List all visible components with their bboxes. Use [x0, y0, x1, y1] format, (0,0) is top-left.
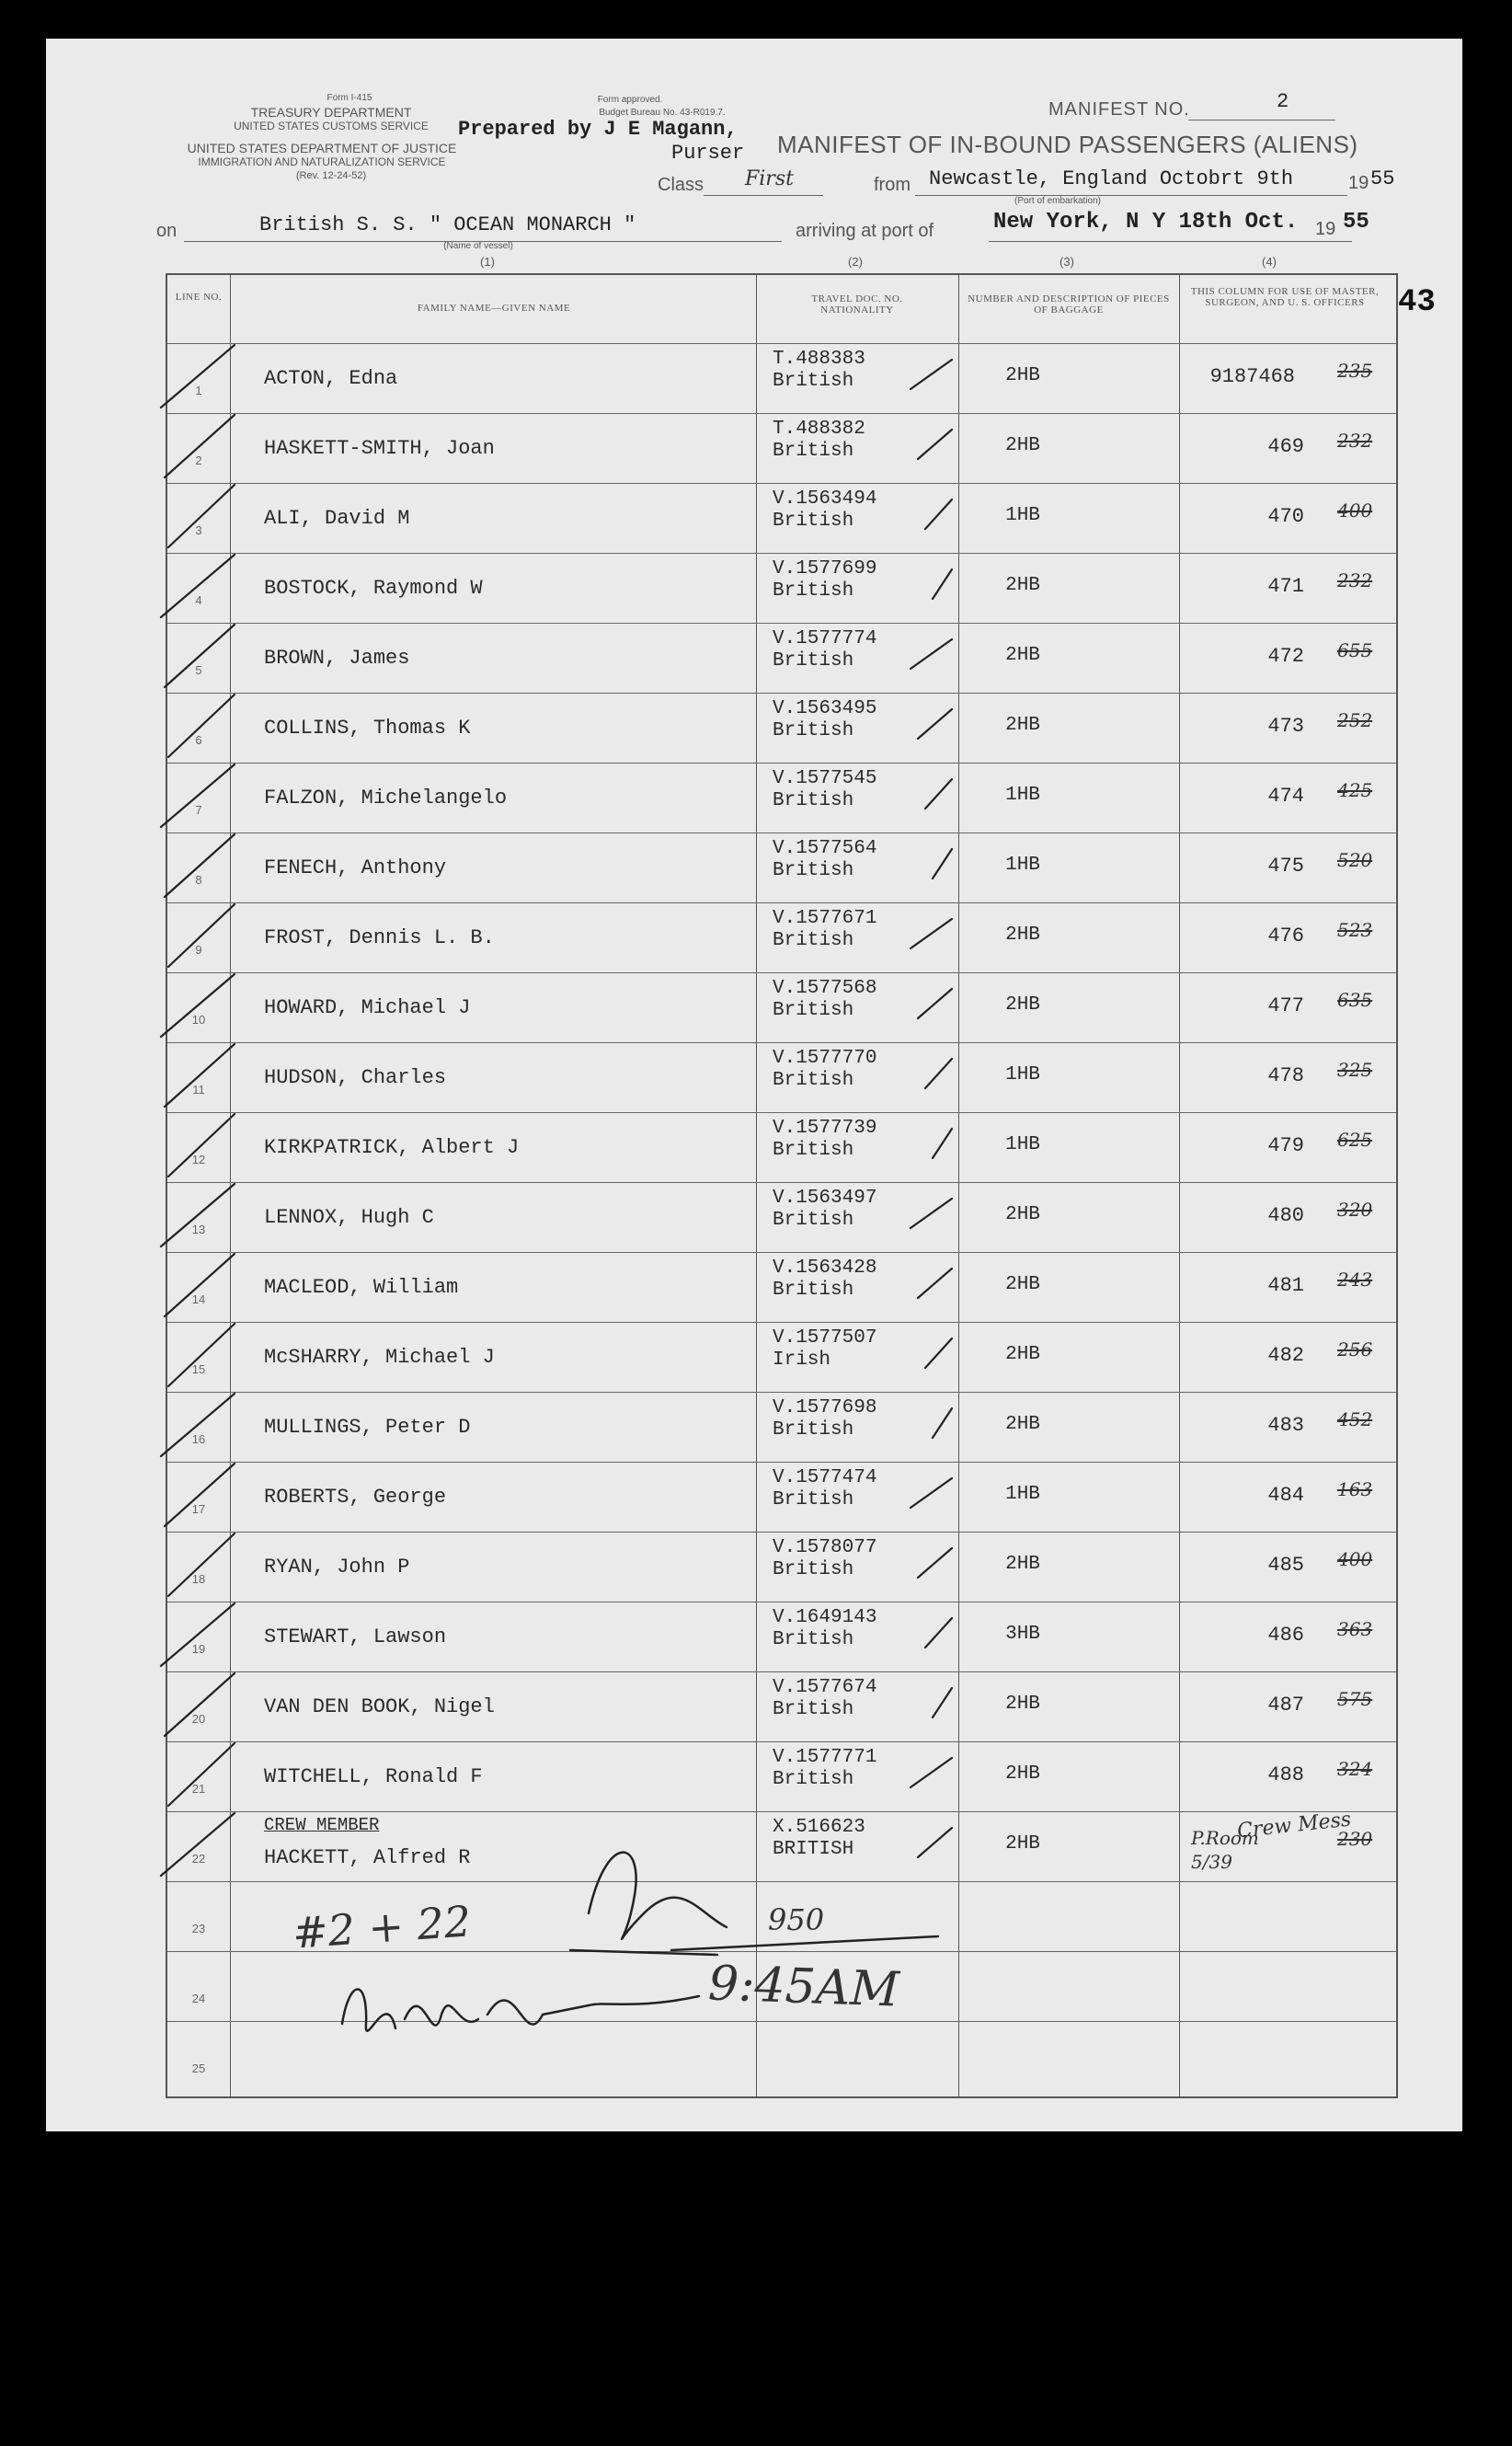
officer-mark: 635 — [1337, 989, 1373, 1011]
officer-mark: 400 — [1337, 1548, 1373, 1570]
nationality: Irish — [773, 1349, 831, 1371]
tally-mark — [925, 1618, 952, 1648]
line-number: 25 — [191, 2061, 206, 2075]
baggage-count: 1HB — [1005, 505, 1040, 526]
tally-mark — [925, 500, 952, 529]
officer-number: 481 — [1267, 1274, 1304, 1297]
passenger-name: ROBERTS, George — [264, 1486, 447, 1509]
tally-mark — [161, 764, 235, 827]
tally-mark — [918, 1269, 952, 1298]
tally-mark — [911, 919, 952, 948]
officer-number: 475 — [1267, 855, 1304, 878]
tally-mark — [168, 1324, 235, 1386]
customs-service: UNITED STATES CUSTOMS SERVICE — [234, 120, 429, 132]
tally-mark — [918, 709, 952, 739]
nationality: British — [773, 511, 854, 532]
column-number-2: (2) — [848, 255, 863, 269]
nationality: British — [773, 860, 854, 881]
tally-mark — [925, 1338, 952, 1368]
header-line-no: LINE NO. — [175, 292, 223, 303]
baggage-count: 2HB — [1005, 994, 1040, 1016]
tally-mark — [161, 974, 235, 1037]
tally-mark — [161, 1394, 235, 1456]
travel-doc-number: V.1577568 — [773, 978, 877, 999]
baggage-count: 2HB — [1005, 1344, 1040, 1365]
crew-room-note: P.Room 5/39 — [1191, 1827, 1259, 1873]
tally-mark — [168, 1533, 235, 1596]
line-number: 21 — [191, 1782, 206, 1796]
officer-mark: 655 — [1337, 639, 1373, 661]
officer-mark: 363 — [1337, 1618, 1373, 1640]
baggage-count: 2HB — [1005, 1274, 1040, 1295]
tally-mark — [165, 1254, 235, 1316]
passenger-name: ACTON, Edna — [264, 367, 398, 390]
baggage-count: 1HB — [1005, 1064, 1040, 1085]
officer-number: 483 — [1267, 1414, 1304, 1437]
passenger-name: FROST, Dennis L. B. — [264, 926, 495, 949]
header-name: FAMILY NAME—GIVEN NAME — [417, 303, 571, 314]
baggage-count: 2HB — [1005, 435, 1040, 456]
officer-mark: 523 — [1337, 919, 1373, 941]
passenger-name: COLLINS, Thomas K — [264, 717, 471, 740]
handwritten-time: 9:45AM — [707, 1956, 900, 2018]
travel-doc-number: T.488383 — [773, 349, 865, 370]
baggage-count: 2HB — [1005, 1554, 1040, 1575]
line-number: 20 — [191, 1712, 206, 1726]
header-baggage: NUMBER AND DESCRIPTION OF PIECES OF BAGGAGE — [968, 293, 1170, 316]
officer-mark: 325 — [1337, 1059, 1373, 1081]
baggage-count: 2HB — [1005, 1833, 1040, 1855]
travel-doc-number: V.1563494 — [773, 488, 877, 510]
justice-dept: UNITED STATES DEPARTMENT OF JUSTICE — [187, 141, 457, 155]
officer-mark: 243 — [1337, 1269, 1373, 1291]
officer-number: 477 — [1267, 994, 1304, 1017]
tally-mark — [911, 360, 952, 389]
form-approved: Form approved. — [597, 95, 663, 105]
line-number: 6 — [195, 733, 202, 747]
header-travel-doc: TRAVEL DOC. NO. NATIONALITY — [811, 293, 903, 316]
officer-mark: 232 — [1337, 430, 1373, 452]
from-port: Newcastle, England Octobrt 9th — [929, 167, 1294, 190]
officer-mark: 425 — [1337, 779, 1373, 801]
officer-mark: 575 — [1337, 1688, 1373, 1710]
tally-mark — [911, 1758, 952, 1787]
handwritten-mark: 950 — [768, 1902, 825, 1937]
crew-note: Crew Mess — [1236, 1808, 1353, 1843]
passenger-name: McSHARRY, Michael J — [264, 1346, 495, 1369]
officer-number: 473 — [1267, 715, 1304, 738]
manifest-number: 2 — [1277, 90, 1289, 113]
baggage-count: 1HB — [1005, 855, 1040, 876]
arriving-label: arriving at port of — [796, 221, 934, 241]
travel-doc-number: V.1578077 — [773, 1537, 877, 1558]
tally-mark — [933, 1408, 952, 1438]
tally-mark — [165, 415, 235, 477]
nationality: British — [773, 650, 854, 672]
manifest-title: MANIFEST OF IN-BOUND PASSENGERS (ALIENS) — [777, 131, 1358, 158]
nationality: British — [773, 790, 854, 811]
column-number-1: (1) — [480, 255, 495, 269]
nationality: British — [773, 930, 854, 951]
passenger-name: MULLINGS, Peter D — [264, 1416, 471, 1439]
baggage-count: 2HB — [1005, 1763, 1040, 1785]
line-number: 18 — [191, 1572, 206, 1586]
officer-mark: 230 — [1337, 1828, 1373, 1850]
travel-doc-number: V.1563495 — [773, 698, 877, 719]
travel-doc-number: V.1577507 — [773, 1327, 877, 1349]
travel-doc-number: V.1577770 — [773, 1048, 877, 1069]
line-number: 7 — [195, 803, 202, 817]
passenger-name: RYAN, John P — [264, 1556, 410, 1579]
line-number: 22 — [191, 1852, 206, 1866]
line-number: 15 — [191, 1362, 206, 1376]
travel-doc-number: V.1649143 — [773, 1607, 877, 1628]
tally-mark — [918, 989, 952, 1018]
officer-number: 486 — [1267, 1624, 1304, 1647]
travel-doc-number: T.488382 — [773, 419, 865, 440]
line-number: 12 — [191, 1153, 206, 1166]
officer-number: 482 — [1267, 1344, 1304, 1367]
line-number: 17 — [191, 1502, 206, 1516]
passenger-name: MACLEOD, William — [264, 1276, 459, 1299]
tally-mark — [161, 1813, 235, 1876]
baggage-count: 2HB — [1005, 924, 1040, 946]
travel-doc-number: V.1577699 — [773, 558, 877, 580]
tally-mark — [168, 1743, 235, 1806]
tally-mark — [161, 345, 235, 408]
officer-number: 476 — [1267, 924, 1304, 947]
prepared-by: Prepared by J E Magann, — [458, 118, 738, 141]
line-number: 23 — [191, 1922, 206, 1935]
nationality: British — [773, 441, 854, 462]
passenger-name: WITCHELL, Ronald F — [264, 1765, 483, 1788]
officer-number: 485 — [1267, 1554, 1304, 1577]
tally-mark — [933, 569, 952, 599]
nationality: British — [773, 1140, 854, 1161]
tally-mark — [918, 1548, 952, 1578]
tally-mark — [168, 695, 235, 757]
line-number: 8 — [195, 873, 202, 887]
tally-mark — [165, 1044, 235, 1107]
baggage-count: 3HB — [1005, 1624, 1040, 1645]
tally-mark — [911, 1199, 952, 1228]
passenger-name: STEWART, Lawson — [264, 1625, 447, 1648]
nationality: British — [773, 1559, 854, 1580]
baggage-count: 1HB — [1005, 785, 1040, 806]
travel-doc-number: V.1577474 — [773, 1467, 877, 1488]
line-number: 3 — [195, 523, 202, 537]
travel-doc-number: X.516623 — [773, 1817, 865, 1838]
travel-doc-number: V.1577545 — [773, 768, 877, 789]
tally-mark — [911, 639, 952, 669]
vessel-name: British S. S. " OCEAN MONARCH " — [259, 213, 636, 236]
nationality: British — [773, 1629, 854, 1650]
arriving-port: New York, N Y 18th Oct. — [993, 210, 1299, 235]
line-number: 16 — [191, 1432, 206, 1446]
header-officers: THIS COLUMN FOR USE OF MASTER, SURGEON, AND U. S. OFFICERS — [1190, 286, 1380, 308]
baggage-count: 2HB — [1005, 365, 1040, 386]
tally-mark — [161, 555, 235, 617]
officer-number: 484 — [1267, 1484, 1304, 1507]
baggage-count: 2HB — [1005, 575, 1040, 596]
nationality: British — [773, 1699, 854, 1720]
travel-doc-number: V.1577771 — [773, 1747, 877, 1768]
baggage-count: 2HB — [1005, 645, 1040, 666]
officer-number: 480 — [1267, 1204, 1304, 1227]
passenger-name: ALI, David M — [264, 507, 410, 530]
officer-mark: 400 — [1337, 500, 1373, 522]
nationality: British — [773, 1210, 854, 1231]
officer-number: 471 — [1267, 575, 1304, 598]
officer-mark: 452 — [1337, 1408, 1373, 1430]
nationality: British — [773, 1489, 854, 1510]
officer-number: 9187468 — [1209, 365, 1295, 388]
line-number: 9 — [195, 943, 202, 957]
line-number: 13 — [191, 1223, 206, 1236]
tally-mark — [925, 779, 952, 809]
nationality: British — [773, 1070, 854, 1091]
baggage-count: 2HB — [1005, 1204, 1040, 1225]
on-label: on — [156, 221, 178, 241]
nationality: British — [773, 1419, 854, 1441]
nationality: BRITISH — [773, 1839, 854, 1860]
line-number: 4 — [195, 593, 202, 607]
officer-mark: 256 — [1337, 1338, 1373, 1361]
officer-mark: 320 — [1337, 1199, 1373, 1221]
tally-mark — [165, 625, 235, 687]
officer-mark: 163 — [1337, 1478, 1373, 1500]
column-number-4: (4) — [1262, 255, 1277, 269]
purser-label: Purser — [671, 142, 745, 165]
officer-number: 488 — [1267, 1763, 1304, 1786]
passenger-name: HOWARD, Michael J — [264, 996, 471, 1019]
passenger-name: VAN DEN BOOK, Nigel — [264, 1695, 495, 1718]
officer-number: 470 — [1267, 505, 1304, 528]
tally-mark — [918, 430, 952, 459]
officer-number: 479 — [1267, 1134, 1304, 1157]
from-label: from — [874, 175, 911, 195]
tally-mark — [168, 1114, 235, 1177]
tally-mark — [933, 849, 952, 878]
officer-number: 474 — [1267, 785, 1304, 808]
tally-mark — [168, 485, 235, 547]
tally-mark — [911, 1478, 952, 1508]
travel-doc-number: V.1577698 — [773, 1397, 877, 1418]
nationality: British — [773, 371, 854, 392]
officer-mark: 625 — [1337, 1129, 1373, 1151]
from-year: 55 — [1370, 167, 1395, 190]
page-stamp: 43 — [1398, 285, 1436, 320]
travel-doc-number: V.1563428 — [773, 1257, 877, 1279]
tally-mark — [168, 904, 235, 967]
line-number: 2 — [195, 454, 202, 467]
baggage-count: 1HB — [1005, 1484, 1040, 1505]
passenger-name: KIRKPATRICK, Albert J — [264, 1136, 520, 1159]
baggage-count: 2HB — [1005, 1694, 1040, 1715]
tally-mark — [918, 1828, 952, 1857]
officer-number: 472 — [1267, 645, 1304, 668]
line-number: 24 — [191, 1992, 206, 2005]
tally-mark — [165, 1464, 235, 1526]
travel-doc-number: V.1577564 — [773, 838, 877, 859]
nationality: British — [773, 1000, 854, 1021]
manifest-no-label: MANIFEST NO. — [1048, 99, 1190, 120]
passenger-name: HASKETT-SMITH, Joan — [264, 437, 495, 460]
budget-bureau: Budget Bureau No. 43-R019.7. — [599, 108, 726, 118]
passenger-name: FALZON, Michelangelo — [264, 787, 508, 810]
line-number: 1 — [195, 384, 202, 397]
travel-doc-number: V.1577674 — [773, 1677, 877, 1698]
nationality: British — [773, 1280, 854, 1301]
class-label: Class — [658, 175, 704, 195]
officer-mark: 235 — [1337, 360, 1373, 382]
arrival-year-prefix: 19 — [1315, 219, 1336, 239]
line-number: 19 — [191, 1642, 206, 1656]
tally-mark — [933, 1129, 952, 1158]
port-caption: (Port of embarkation) — [1014, 196, 1101, 206]
officer-mark: 324 — [1337, 1758, 1373, 1780]
officer-mark: 252 — [1337, 709, 1373, 731]
handwritten-count: #2 + 22 — [291, 1896, 473, 1958]
tally-mark — [933, 1688, 952, 1717]
line-number: 11 — [192, 1083, 205, 1097]
officer-number: 487 — [1267, 1694, 1304, 1717]
officer-mark: 232 — [1337, 569, 1373, 591]
vessel-caption: (Name of vessel) — [443, 241, 513, 251]
nationality: British — [773, 580, 854, 602]
officer-number: 469 — [1267, 435, 1304, 458]
officer-mark: 520 — [1337, 849, 1373, 871]
ins-service: IMMIGRATION AND NATURALIZATION SERVICE — [198, 155, 446, 168]
passenger-name: LENNOX, Hugh C — [264, 1206, 434, 1229]
baggage-count: 2HB — [1005, 1414, 1040, 1435]
tally-mark — [161, 1603, 235, 1666]
column-number-3: (3) — [1060, 255, 1074, 269]
travel-doc-number: V.1563497 — [773, 1188, 877, 1209]
officer-number: 478 — [1267, 1064, 1304, 1087]
baggage-count: 2HB — [1005, 715, 1040, 736]
travel-doc-number: V.1577739 — [773, 1118, 877, 1139]
signature — [342, 1853, 938, 2031]
tally-mark — [161, 1184, 235, 1246]
class-value: First — [745, 167, 794, 190]
tally-mark — [925, 1059, 952, 1088]
line-number: 10 — [191, 1013, 206, 1027]
passenger-name: FENECH, Anthony — [264, 856, 447, 879]
arrival-year: 55 — [1343, 210, 1369, 235]
from-year-prefix: 19 — [1348, 173, 1369, 193]
treasury-dept: TREASURY DEPARTMENT — [250, 105, 412, 120]
nationality: British — [773, 720, 854, 741]
passenger-name: BROWN, James — [264, 647, 410, 670]
tally-mark — [165, 834, 235, 897]
form-number: Form I-415 — [326, 93, 372, 103]
tally-mark — [165, 1673, 235, 1736]
travel-doc-number: V.1577671 — [773, 908, 877, 929]
baggage-count: 1HB — [1005, 1134, 1040, 1155]
passenger-name: HUDSON, Charles — [264, 1066, 447, 1089]
nationality: British — [773, 1769, 854, 1790]
line-number: 5 — [195, 663, 202, 677]
crew-member-label: CREW MEMBER — [264, 1815, 380, 1835]
passenger-name: BOSTOCK, Raymond W — [264, 577, 483, 600]
line-number: 14 — [191, 1292, 206, 1306]
travel-doc-number: V.1577774 — [773, 628, 877, 649]
passenger-name: HACKETT, Alfred R — [264, 1846, 471, 1869]
revision-date: (Rev. 12-24-52) — [295, 170, 367, 181]
